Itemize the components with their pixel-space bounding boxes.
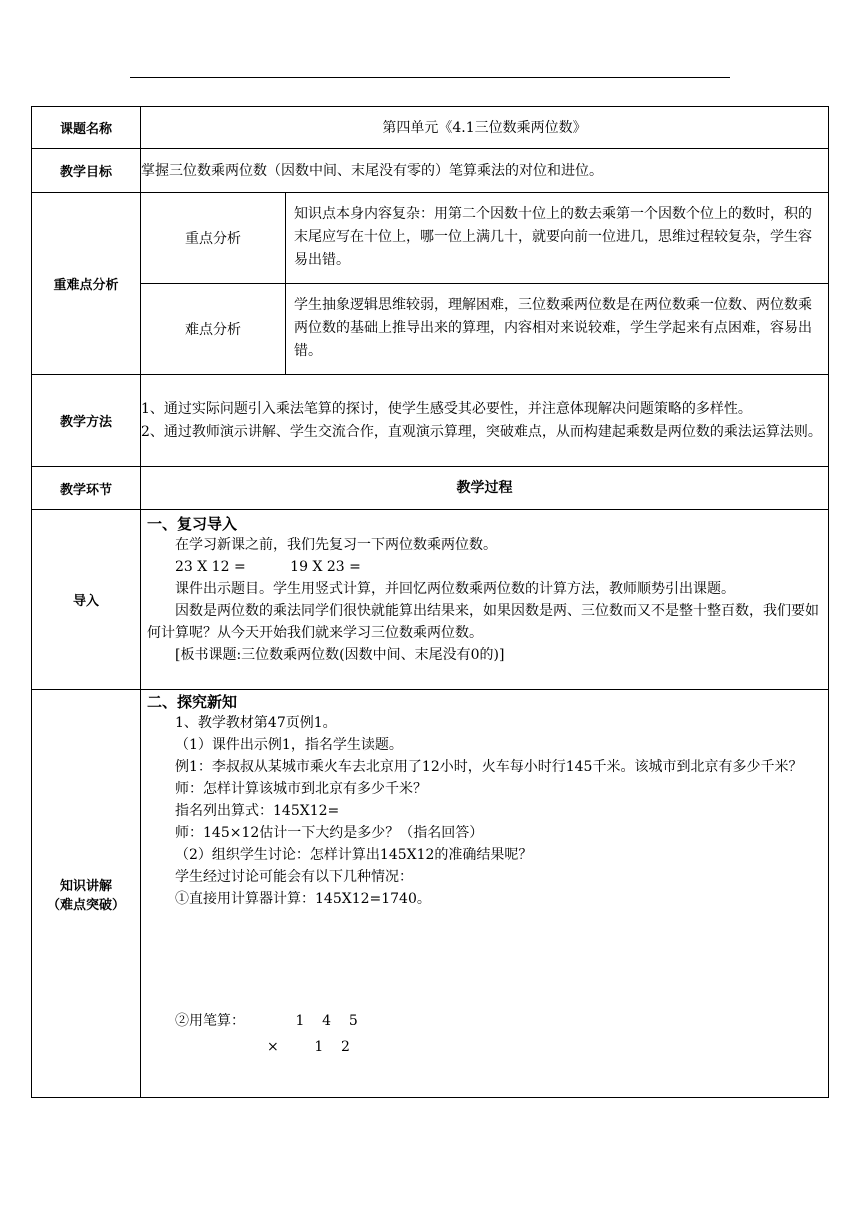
- method-label: 教学方法: [32, 375, 141, 467]
- intro-paragraph: 23 X 12 = 19 X 23 =: [175, 559, 361, 575]
- knowledge-paragraph: ①直接用计算器计算：145X12=1740。: [175, 891, 431, 907]
- analysis-label: 重难点分析: [32, 193, 141, 375]
- key-analysis-label: 重点分析: [141, 193, 286, 283]
- intro-paragraph: 在学习新课之前，我们先复习一下两位数乘两位数。: [175, 537, 497, 553]
- knowledge-paragraph: 学生经过讨论可能会有以下几种情况：: [175, 869, 413, 885]
- stage-label: 教学环节: [32, 467, 141, 510]
- row-goal: [32, 149, 829, 193]
- goal-value: 掌握三位数乘两位数（因数中间、末尾没有零的）笔算乘法的对位和进位。: [141, 149, 829, 193]
- header-rule: [130, 77, 730, 78]
- lesson-plan-table: [31, 106, 829, 1098]
- intro-label: 导入: [32, 510, 141, 690]
- analysis-subtable: [141, 193, 828, 374]
- stage-value: 教学过程: [141, 467, 829, 510]
- knowledge-paragraph: （1）课件出示例1，指名学生读题。: [175, 737, 403, 753]
- intro-paragraph: [板书课题:三位数乘两位数(因数中间、末尾没有0的)]: [175, 647, 505, 663]
- intro-paragraph: 课件出示题目。学生用竖式计算，并回忆两位数乘两位数的计算方法，教师顺势引出课题。: [175, 581, 735, 597]
- intro-paragraph: 因数是两位数的乘法同学们很快就能算出结果来，如果因数是两、三位数而又不是整十整百数，我们要如何计算呢？从今天开始我们就来学习三位数乘两位数。: [147, 603, 819, 641]
- row-method: [32, 375, 829, 467]
- knowledge-paragraph: 指名列出算式：145X12=: [175, 803, 340, 819]
- goal-label: 教学目标: [32, 149, 141, 193]
- row-intro: [32, 510, 829, 690]
- row-knowledge: [32, 690, 829, 1098]
- row-stage: [32, 467, 829, 510]
- method-line-1: 1、通过实际问题引入乘法笔算的探讨，使学生感受其必要性，并注意体现解决问题策略的多样性。: [141, 400, 752, 417]
- hard-analysis-label: 难点分析: [141, 283, 286, 374]
- title-value: 第四单元《4.1三位数乘两位数》: [141, 107, 829, 149]
- knowledge-paragraph: （2）组织学生讨论：怎样计算出145X12的准确结果呢？: [175, 847, 533, 863]
- knowledge-heading: 二、探究新知: [147, 693, 238, 711]
- row-title: [32, 107, 829, 149]
- hard-analysis-text: 学生抽象逻辑思维较弱，理解困难，三位数乘两位数是在两位数乘一位数、两位数乘两位数的基础上推导出来的算理，内容相对来说较难，学生学起来有点困难，容易出错。: [286, 283, 829, 374]
- vertical-calc-multiplier: × 1 2: [267, 1039, 350, 1055]
- intro-heading: 一、复习导入: [147, 515, 238, 533]
- knowledge-paragraph: 例1：李叔叔从某城市乘火车去北京用了12小时，火车每小时行145千米。该城市到北京有多少千米？: [175, 759, 803, 775]
- knowledge-label: 知识讲解: [59, 878, 112, 894]
- row-analysis: [32, 193, 829, 375]
- title-label: 课题名称: [32, 107, 141, 149]
- knowledge-paragraph: 师：怎样计算该城市到北京有多少千米？: [175, 781, 427, 797]
- written-calc-label: ②用笔算：: [175, 1013, 245, 1029]
- method-line-2: 2、通过教师演示讲解、学生交流合作，直观演示算理，突破难点，从而构建起乘数是两位数的乘法运算法则。: [141, 423, 822, 440]
- knowledge-paragraph: 师：145×12估计一下大约是多少？（指名回答）: [175, 825, 484, 841]
- knowledge-paragraph: 1、教学教材第47页例1。: [175, 715, 337, 731]
- vertical-calc-digits: 1 4 5: [295, 1013, 358, 1029]
- knowledge-sublabel: （难点突破）: [46, 897, 125, 913]
- key-analysis-text: 知识点本身内容复杂：用第二个因数十位上的数去乘第一个因数个位上的数时，积的末尾应写在十位上，哪一位上满几十，就要向前一位进几，思维过程较复杂，学生容易出错。: [294, 206, 812, 269]
